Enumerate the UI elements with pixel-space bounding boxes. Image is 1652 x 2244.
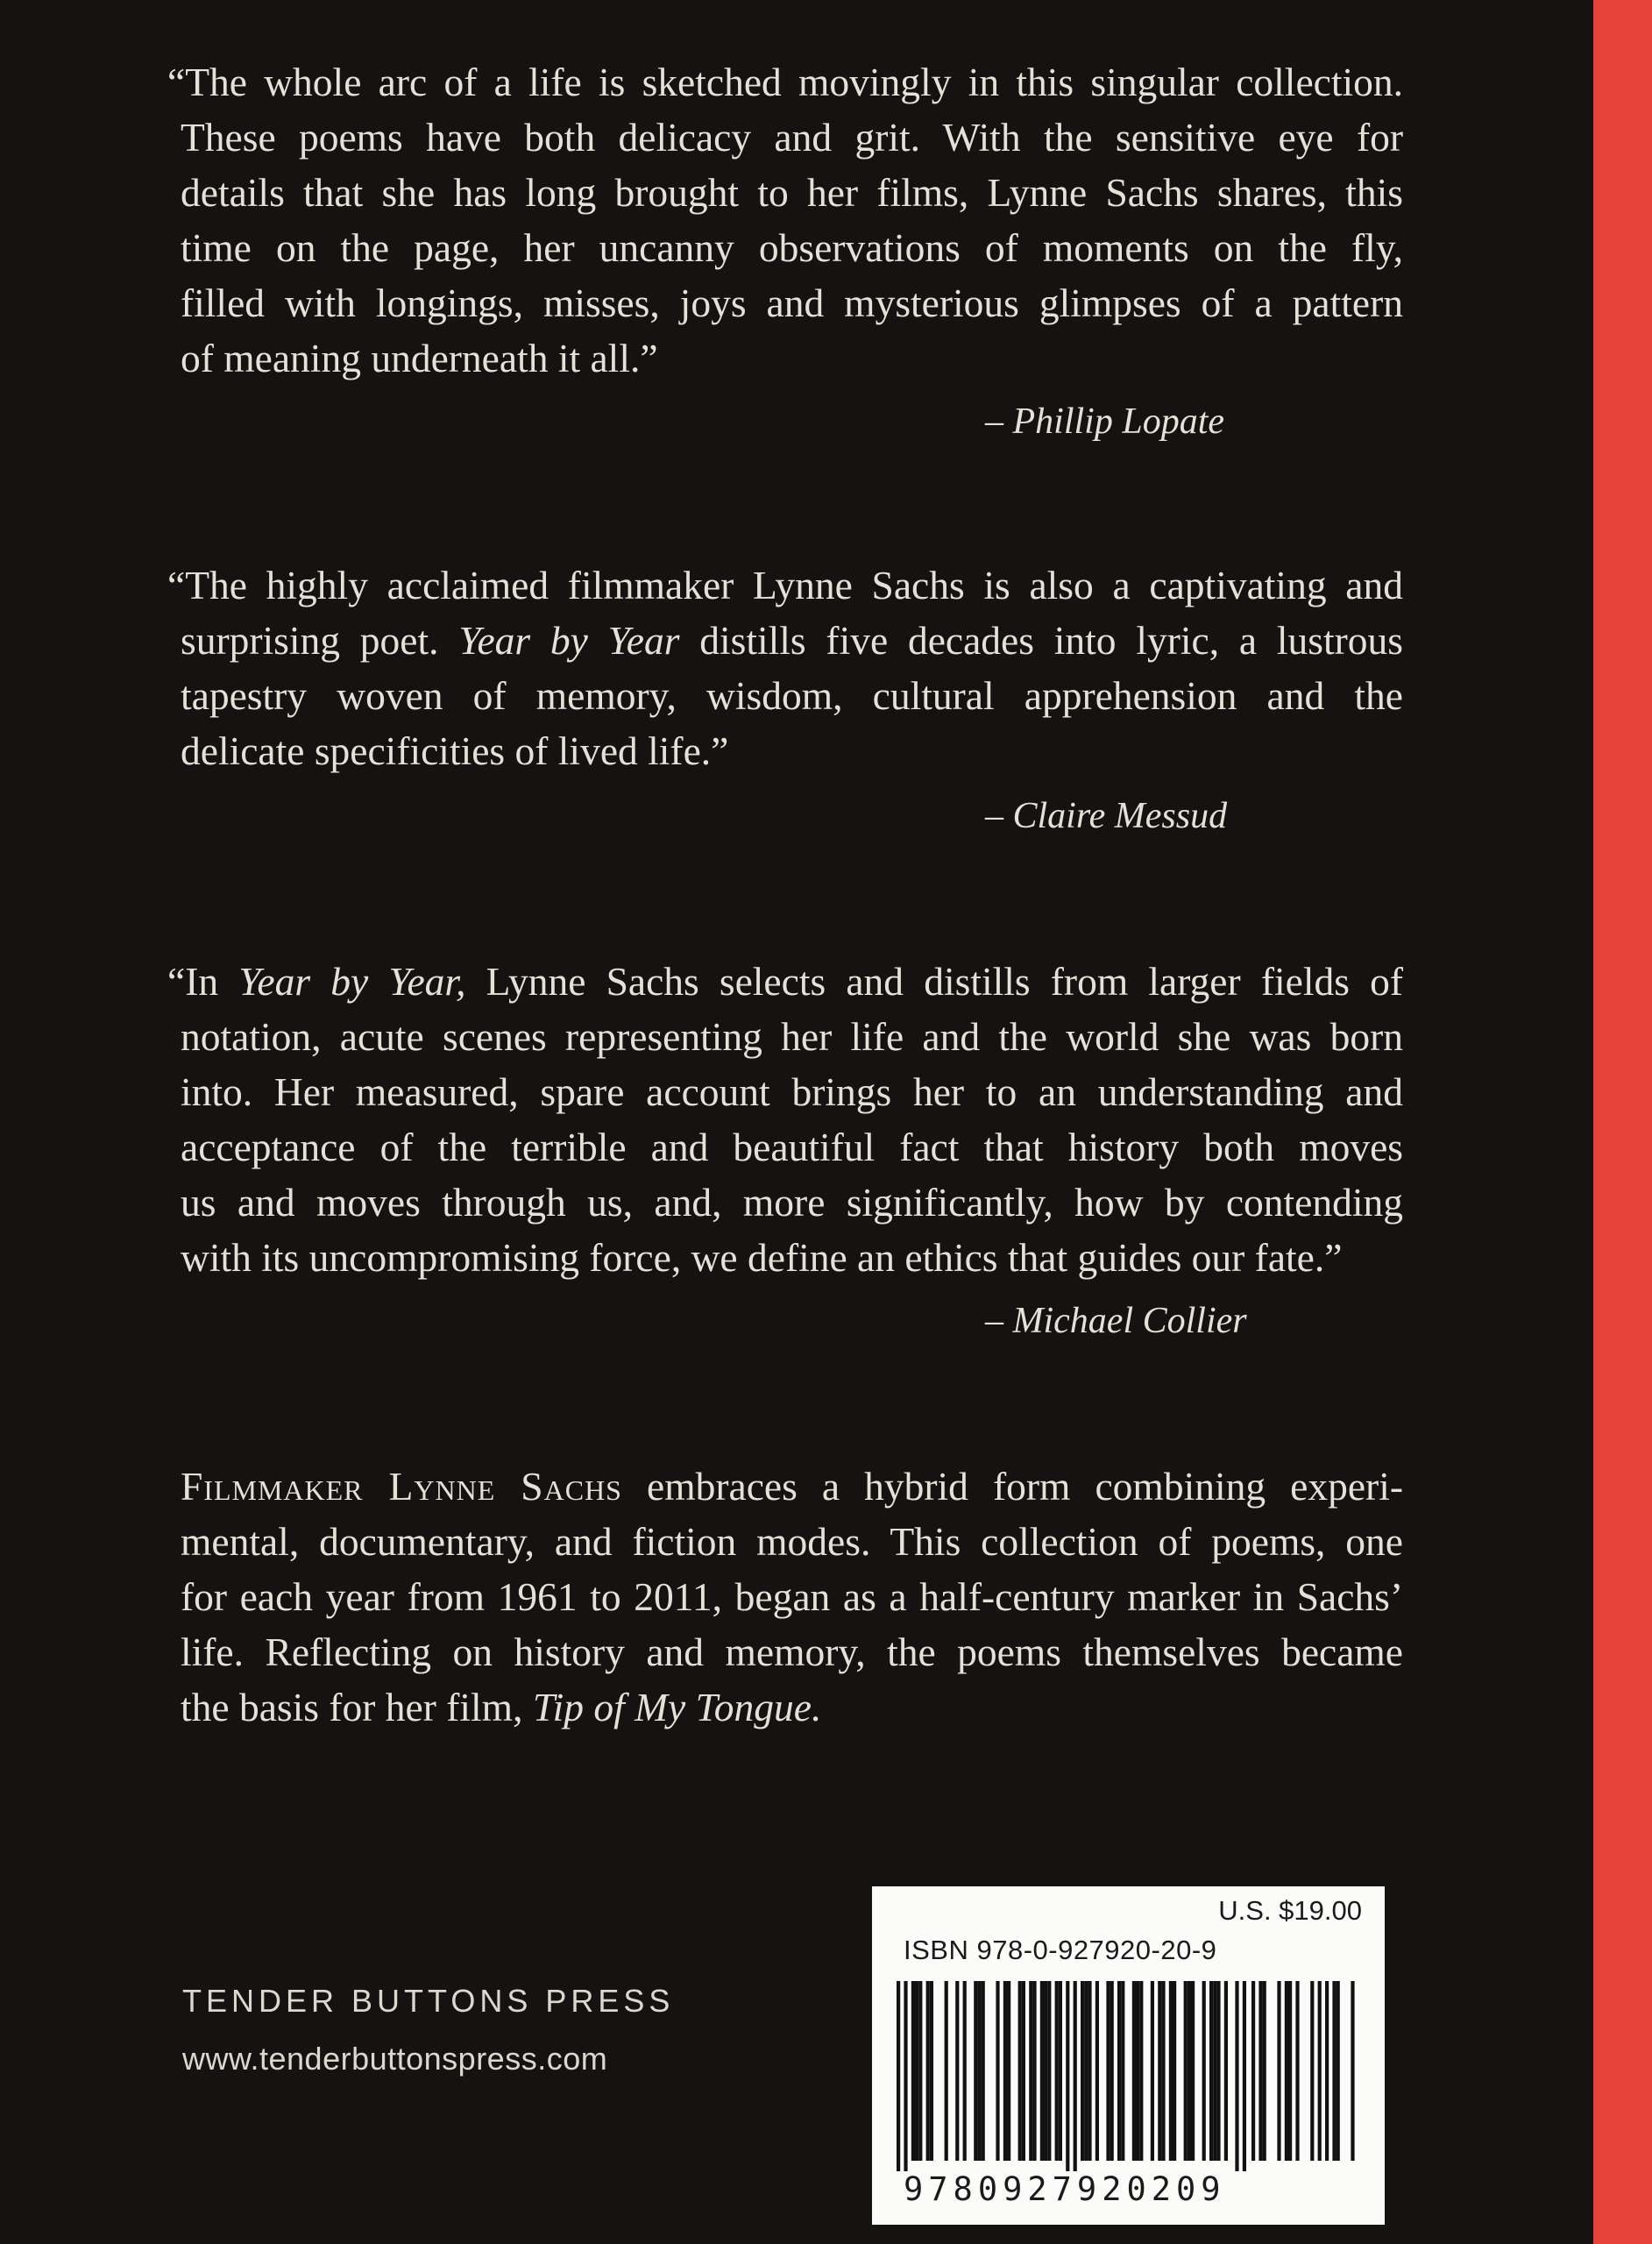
barcode-bar [911, 1981, 915, 2161]
barcode-bar [1132, 1981, 1136, 2161]
text-line: notation, acute scenes representing her life and the world she was born [181, 1014, 1403, 1059]
text-line: the basis for her film, Tip of My Tongue. [181, 1685, 822, 1729]
barcode-bar [1209, 1981, 1213, 2161]
text-line: tapestry woven of memory, wisdom, cultural apprehension and the [181, 673, 1403, 718]
barcode-digits: 9780927920209 [904, 2170, 1226, 2208]
barcode-bar [1095, 1981, 1099, 2161]
barcode-bar [1110, 1981, 1114, 2161]
barcode-bar [918, 1981, 922, 2161]
barcode-bar [926, 1981, 930, 2161]
text-line: time on the page, her uncanny observations of moments on the fly, [181, 225, 1403, 270]
text-line: These poems have both delicacy and grit. With the sensitive eye for [181, 115, 1403, 160]
barcode-bar [977, 1981, 981, 2161]
text-line: of meaning underneath it all.” [181, 336, 658, 380]
barcode-bar [1084, 1981, 1088, 2161]
text-line: life. Reflecting on history and memory, the poems themselves became [181, 1630, 1403, 1674]
barcode-bar [930, 1981, 933, 2161]
barcode-bar [1216, 1981, 1220, 2161]
barcode-bar [1047, 1981, 1051, 2161]
barcode-bar [1151, 1981, 1154, 2161]
barcode-addon-bar [1351, 1981, 1354, 2161]
barcode-bar [1191, 1981, 1195, 2161]
isbn: ISBN 978-0-927920-20-9 [904, 1935, 1217, 1965]
barcode-bar [1213, 1981, 1216, 2161]
text-line: “The whole arc of a life is sketched movingly in this singular collection. [167, 60, 1403, 104]
barcode-bar [1161, 1981, 1165, 2161]
barcode-bar [1243, 1981, 1246, 2171]
barcode-bar [1074, 1981, 1077, 2171]
barcode-bar [982, 1981, 985, 2161]
barcode-bar [1007, 1981, 1010, 2161]
barcode-bar [945, 1981, 948, 2161]
barcode-bar [1018, 1981, 1022, 2161]
barcode-bar [1022, 1981, 1025, 2161]
blurb-lopate [167, 54, 1403, 386]
text-line: delicate specificities of lived life.” [181, 728, 729, 773]
barcode-bar [1169, 1981, 1173, 2161]
barcode-bar [1088, 1981, 1091, 2161]
barcode-label [872, 1886, 1385, 2225]
barcode-addon-bar [1288, 1981, 1292, 2161]
barcode-bar [1224, 1981, 1228, 2161]
barcode-bar [1032, 1981, 1036, 2161]
barcode-bar [1066, 1981, 1069, 2171]
price: U.S. $19.00 [1218, 1895, 1362, 1926]
text-line: “In Year by Year, Lynne Sachs selects and distills from larger fields of [167, 959, 1403, 1004]
barcode-addon-bar [1251, 1981, 1255, 2161]
text-line: us and moves through us, and, more significantly, how by contending [181, 1180, 1403, 1225]
barcode-bar [1136, 1981, 1139, 2161]
barcode-bar [1121, 1981, 1124, 2161]
barcode-bar [996, 1981, 999, 2161]
text-line: details that she has long brought to her films, Lynne Sachs shares, this [181, 170, 1403, 215]
text-line: with its uncompromising force, we define an ethics that guides our fate.” [181, 1235, 1343, 1280]
barcode-bar [974, 1981, 977, 2161]
barcode-bar [915, 1981, 918, 2161]
barcode-addon-bar [1263, 1981, 1266, 2161]
barcode-bar [1139, 1981, 1143, 2161]
barcode-bar [1044, 1981, 1047, 2161]
barcode-bar [1158, 1981, 1161, 2161]
barcode-addon-bar [1318, 1981, 1322, 2161]
barcode-addon-bar [1310, 1981, 1314, 2161]
barcode-addon-bar [1285, 1981, 1288, 2161]
text-line: Filmmaker Lynne Sachs embraces a hybrid form combining experi- [181, 1464, 1404, 1509]
text-line: mental, documentary, and fiction modes. This collection of poems, one [181, 1519, 1403, 1564]
barcode-addon-bar [1258, 1981, 1262, 2161]
barcode-bar [963, 1981, 967, 2161]
barcode-bar [1003, 1981, 1007, 2161]
barcode-bar [904, 1981, 907, 2171]
blurb-collier [167, 954, 1403, 1285]
blurb-text [167, 54, 1403, 386]
attribution-lopate: – Phillip Lopate [985, 401, 1224, 442]
barcode-addon-bar [1277, 1981, 1280, 2161]
barcode-bar [1173, 1981, 1176, 2161]
barcode-bar [1059, 1981, 1062, 2161]
text-line: surprising poet. Year by Year distills five decades into lyric, a lustrous [181, 618, 1403, 663]
barcode-addon-bar [1332, 1981, 1336, 2161]
barcode-addon-bar [1295, 1981, 1299, 2161]
barcode-bar [1117, 1981, 1121, 2161]
barcode-bar [1202, 1981, 1206, 2161]
publisher-name: TENDER BUTTONS PRESS [182, 1983, 675, 2019]
red-edge-strip [1593, 0, 1652, 2244]
blurb-messud [167, 557, 1403, 778]
text-line: for each year from 1961 to 2011, began as a half-century marker in Sachs’ [181, 1574, 1403, 1619]
barcode-addon-bar [1325, 1981, 1329, 2161]
publisher-url: www.tenderbuttonspress.com [182, 2041, 608, 2077]
barcode-bars [897, 1981, 1361, 2172]
barcode-bar [1055, 1981, 1059, 2161]
barcode-addon-bar [1336, 1981, 1340, 2161]
barcode-bar [1184, 1981, 1188, 2161]
attribution-messud: – Claire Messud [985, 796, 1228, 836]
text-line: “The highly acclaimed filmmaker Lynne Sachs is also a captivating and [167, 563, 1403, 607]
barcode-bar [955, 1981, 959, 2161]
blurb-text [167, 557, 1403, 778]
barcode-bar [1106, 1981, 1110, 2161]
barcode-bar [1040, 1981, 1044, 2161]
barcode-bar [1029, 1981, 1032, 2161]
text-line: acceptance of the terrible and beautiful fact that history both moves [181, 1125, 1403, 1169]
text-line: filled with longings, misses, joys and mysterious glimpses of a pattern [181, 280, 1403, 325]
author-description [181, 1459, 1403, 1735]
text-line: into. Her measured, spare account brings her to an understanding and [181, 1069, 1403, 1114]
barcode-bar [1188, 1981, 1191, 2161]
barcode-bar [897, 1981, 900, 2171]
barcode-bar [1081, 1981, 1084, 2161]
about-text [181, 1459, 1403, 1735]
attribution-collier: – Michael Collier [985, 1301, 1247, 1341]
blurb-text [167, 954, 1403, 1285]
barcode-bar [1235, 1981, 1238, 2171]
